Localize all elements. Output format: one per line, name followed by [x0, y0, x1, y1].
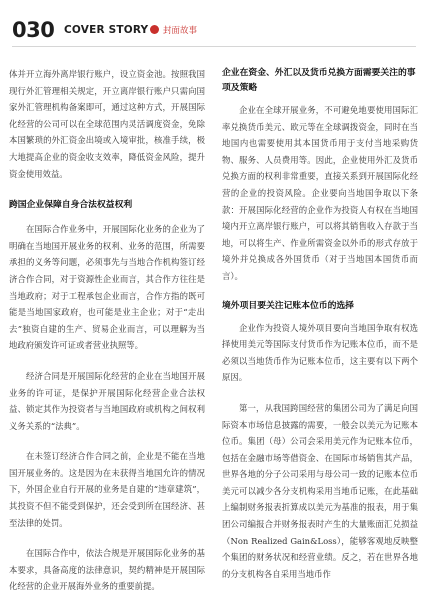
red-dot-icon	[150, 25, 159, 34]
right-paragraph-2: 企业作为投资人境外项目要向当地国争取有权选择使用美元等国际支付货币作为记账本位币，而不是必须以当地货币作为记账本位币，这主要有以下两个原因。	[222, 322, 418, 383]
section-rubric-chinese: 封面故事	[163, 26, 198, 36]
page-number: 030	[12, 18, 55, 42]
left-heading-1: 跨国企业保障自身合法权益权利	[9, 200, 133, 211]
section-rubric: COVER STORY	[64, 24, 149, 36]
right-paragraph-3: 第一，从我国跨国经营的集团公司为了满足向国际资本市场信息披露的需要，一般会以美元为记账本位币。集团（母）公司会采用美元作为记账本位币，包括在金融市场等借资金、在国际市场销售其产品，世界各地的分子公司采用与母公司一致的记账本位币美元可以减少各分支机构采用当地币记账，在此基础上编制财务报表折算成以美元为基准的报表，用于集团公司编报合并财务报表时产生的大量账面汇兑损益（Non Realized Gain&Loss），能够客观地反映整个集团的财务状况和经营业绩。反之，若在世界各地的分支机构各自采用当地币作	[222, 402, 418, 579]
left-paragraph-4: 在未签订经济合作合同之前，企业是不能在当地国开展业务的。这是因为在未获得当地国允许的情况下，外国企业自行开展的业务是自建的“违章建筑”，其投资不但不能受到保护，还会受到所在国经济、甚至法律的处罚。	[9, 451, 205, 528]
right-paragraph-1: 企业在全球开展业务，不可避免地要使用国际汇率兑换货币美元、欧元等在全球调拨资金，同时在当地国内也需要使用其本国货币用于支付当地采购货物、服务、人员费用等。因此，企业使用外汇及货币兑换方面的权利非常重要，直接关系到开展国际化经营的企业的投资风险。企业要向当地国争取以下条款：开展国际化经营的企业作为投资人有权在当地国境内开立离岸银行账户，可以将其销售收入存款于当地，可以将生产、作业所需资金以外币的形式存放于境外并兑换成各外国货币（对于当地国本国货币而言）。	[222, 105, 418, 281]
page-header	[12, 18, 416, 44]
left-paragraph-1: 体并开立海外离岸银行账户，设立资金池。按照我国现行外汇管理相关规定，开立离岸银行账户只需向国家外汇管理机构备案即可，通过这种方式，开展国际化经营的公司可以在全球范围内灵活调度资金，免除本国繁琐的外汇资金出境或入境审批，核准手续，极大地提高企业的资金收支效率，降低资金风险，提升资金使用效益。	[9, 69, 205, 179]
left-paragraph-3: 经济合同是开展国际化经营的企业在当地国开展业务的许可证，是保护开展国际化经营企业合法权益、锁定其作为投资者与当地国政府或机构之间权利义务关系的“法典”。	[9, 370, 205, 431]
left-paragraph-5: 在国际合作中，依法合规是开展国际化业务的基本要求，具备高度的法律意识，契约精神是开展国际化经营的企业开展海外业务的重要前提。	[9, 548, 205, 592]
right-heading-2: 境外项目要关注记账本位币的选择	[222, 300, 354, 311]
left-column	[9, 66, 205, 595]
header-divider	[12, 46, 416, 47]
left-paragraph-2: 在国际合作业务中，开展国际化业务的企业为了明确在当地国开展业务的权利、业务的范围，所需要承担的义务等问题，必须事先与当地合作机构签订经济合作合同，对于资源性企业而言，其合作方往往是当地政府；对于工程承包企业而言，合作方指的既可能是当地国家政府，也可能是业主企业；对于“走出去”独资自建的生产、贸易企业而言，可以理解为当地政府颁发许可证或者营业执照等。	[9, 224, 205, 351]
right-column	[222, 66, 418, 582]
right-heading-1: 企业在资金、外汇以及货币兑换方面需要关注的事项及策略	[222, 68, 416, 93]
